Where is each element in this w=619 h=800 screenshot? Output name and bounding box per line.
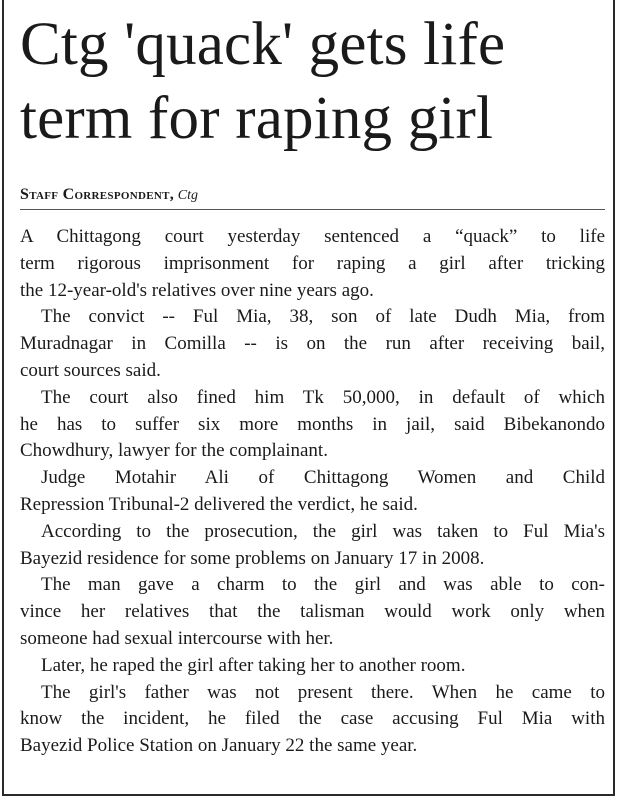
body-line: vince her relatives that the talisman would work only when (20, 601, 605, 623)
body-line: The man gave a charm to the girl and was able to con- (41, 574, 605, 596)
body-line: The court also fined him Tk 50,000, in default of which (41, 386, 605, 408)
body-line: The girl's father was not present there. When he came to (41, 681, 605, 703)
body-line: According to the prosecution, the girl was taken to Ful Mia's (41, 520, 605, 542)
article-body (20, 224, 605, 760)
byline-location: Ctg (177, 188, 199, 203)
body-line: he has to suffer six more months in jail, said Bibekanondo (20, 413, 605, 435)
body-line: Bayezid Police Station on January 22 the same year. (20, 735, 418, 757)
byline-staff: Staff Correspondent, (20, 186, 175, 203)
body-line: know the incident, he filed the case accusing Ful Mia with (20, 708, 605, 730)
body-line: Muradnagar in Comilla -- is on the run after receiving bail, (20, 333, 605, 355)
body-line: Bayezid residence for some problems on January 17 in 2008. (20, 547, 485, 569)
body-line: The convict -- Ful Mia, 38, son of late Dudh Mia, from (41, 306, 605, 328)
headline (20, 8, 605, 156)
body-line: the 12-year-old's relatives over nine years ago. (20, 279, 374, 301)
body-line: Judge Motahir Ali of Chittagong Women and Child (41, 467, 605, 489)
body-line: Later, he raped the girl after taking her to another room. (41, 654, 466, 676)
body-line: Chowdhury, lawyer for the complainant. (20, 440, 328, 462)
body-line: someone had sexual intercourse with her. (20, 627, 334, 649)
headline-line: term for raping girl (20, 85, 494, 152)
body-line: Repression Tribunal-2 delivered the verdict, he said. (20, 493, 418, 515)
byline (20, 185, 605, 210)
body-line: term rigorous imprisonment for raping a girl after tricking (20, 252, 605, 274)
headline-line: Ctg 'quack' gets life (20, 11, 506, 78)
body-line: court sources said. (20, 359, 161, 381)
body-line: A Chittagong court yesterday sentenced a “quack” to life (20, 226, 605, 247)
